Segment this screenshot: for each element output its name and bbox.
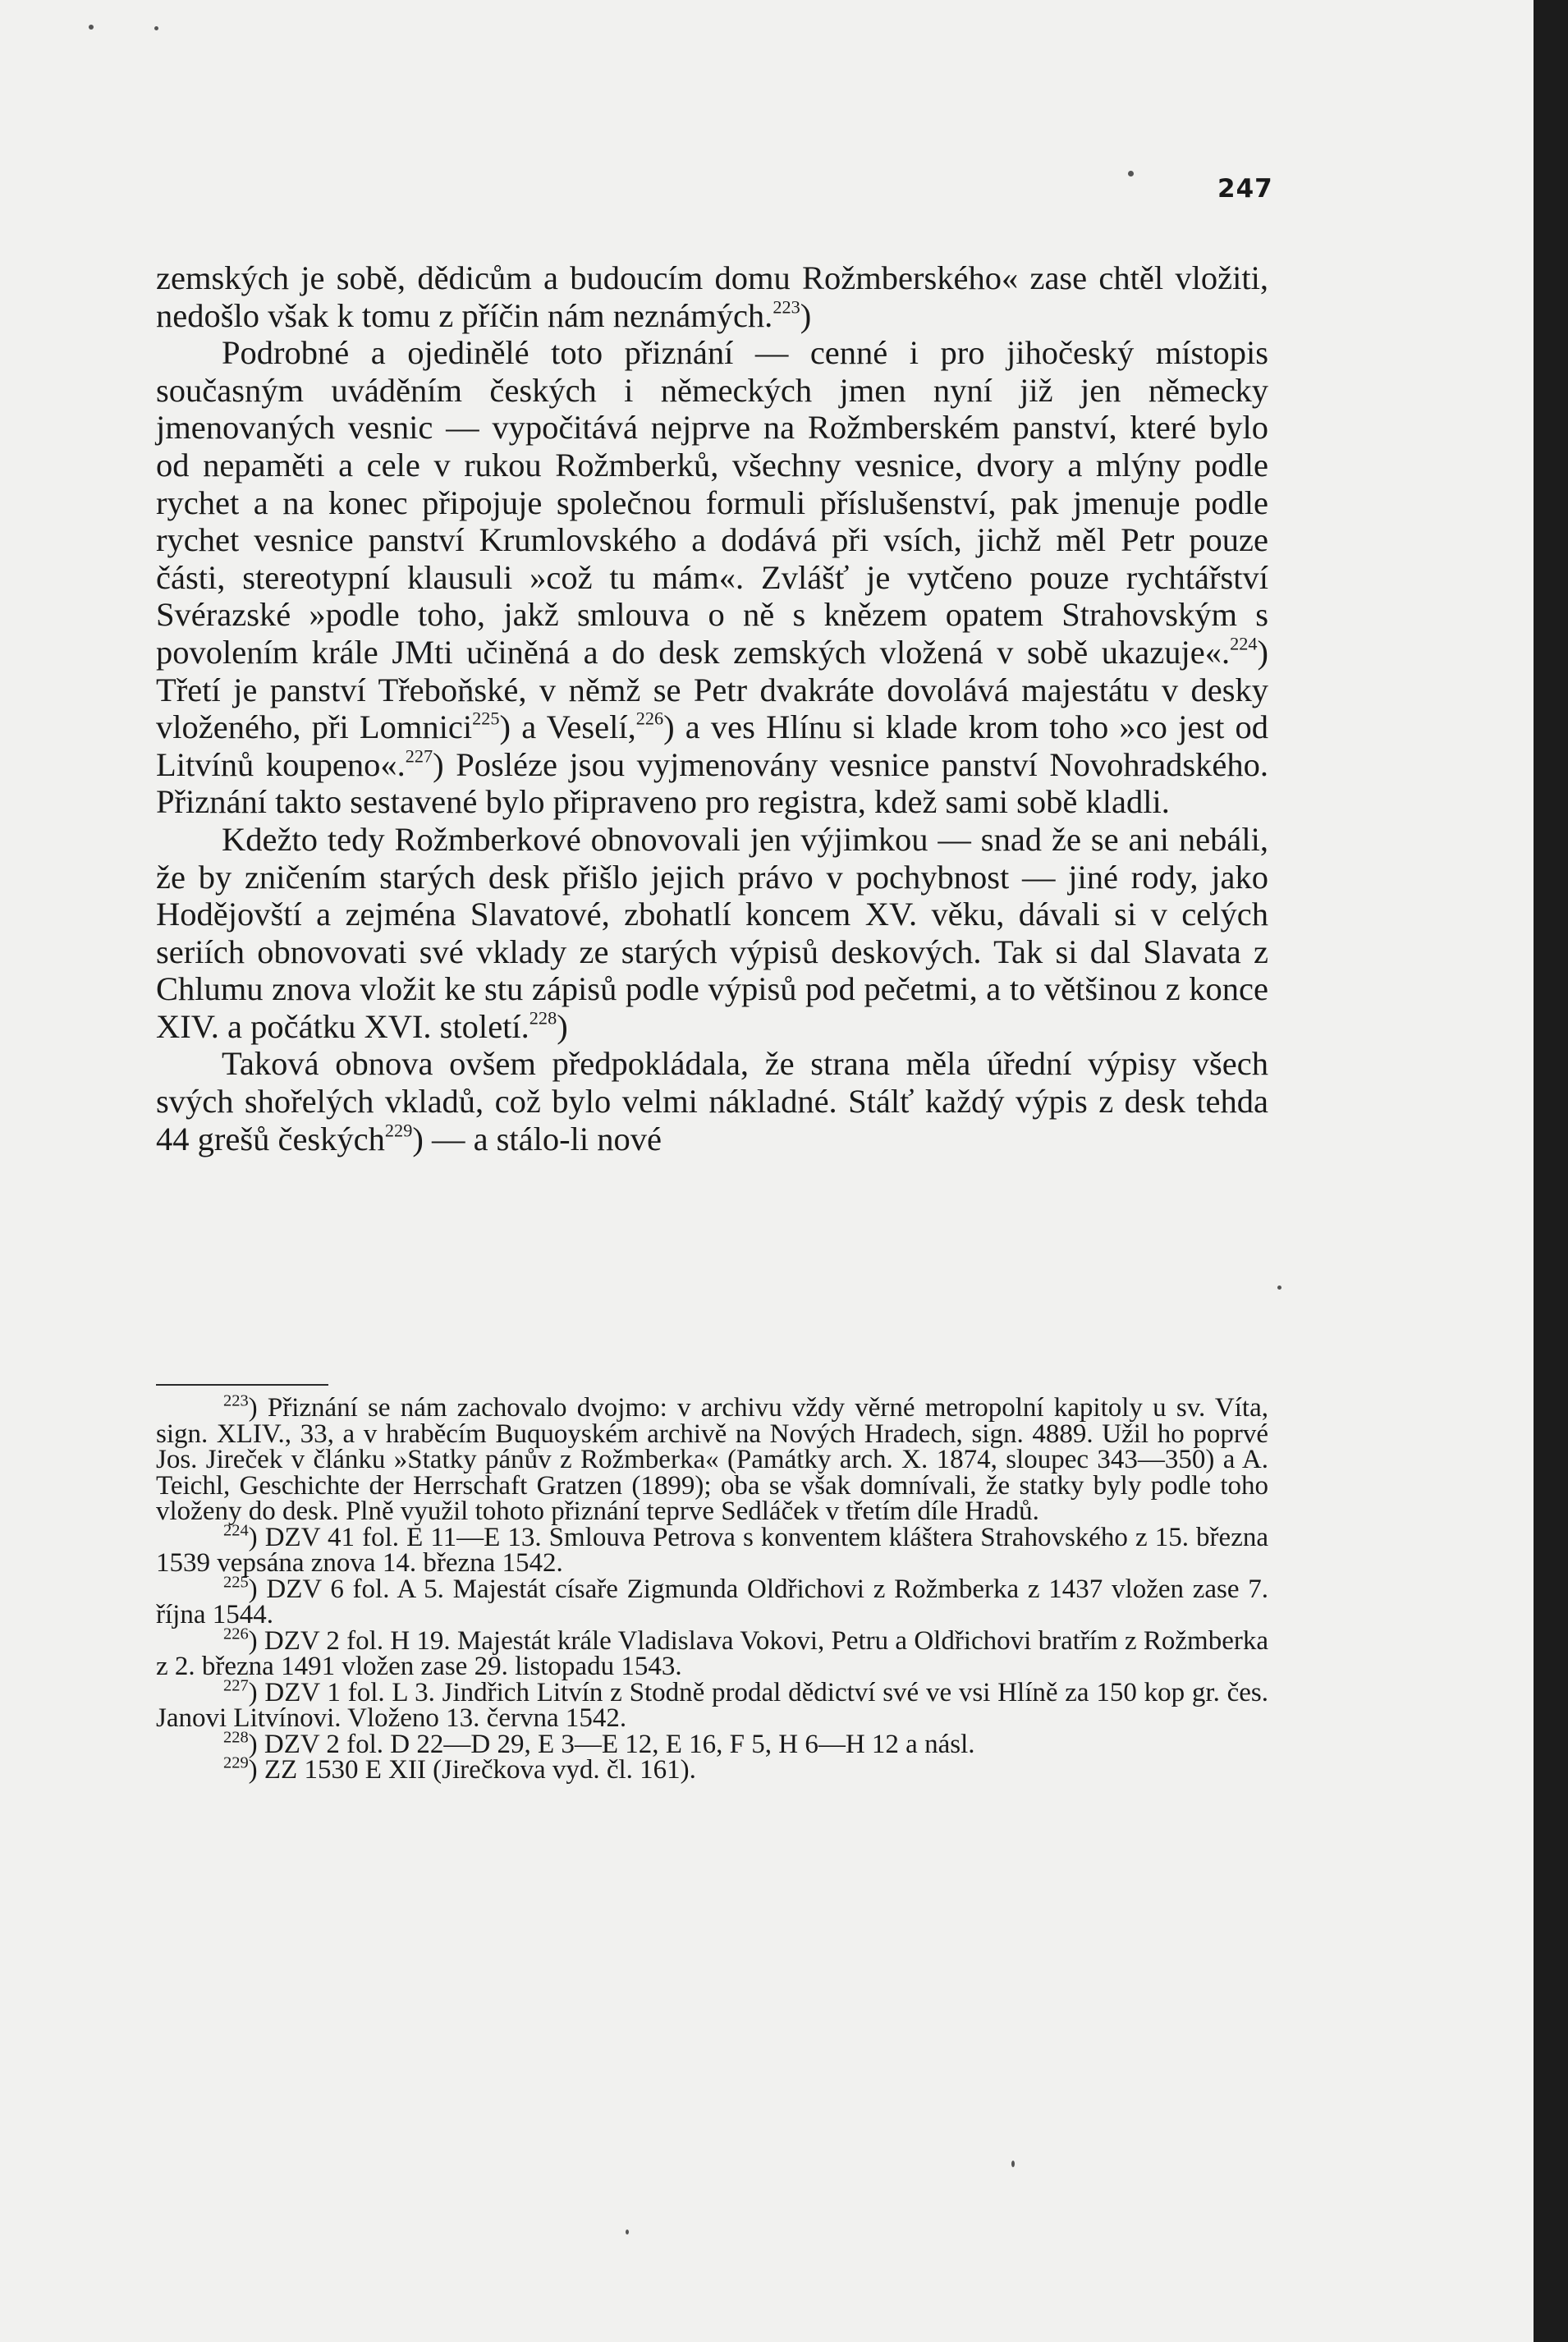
text-segment: Kdežto tedy Rožmberkové obnovovali jen výjimkou — snad že se ani nebáli, že by zničením starých desk přišlo jejich právo v pochybnost — jiné rody, jako Hodějovští a zejména Slavatové, zbohatlí koncem XV. věku, dávali si v celých seriích obnovovati své vklady ze starých výpisů deskových. Tak si dal Slavata z Chlumu znova vložit ke stu zápisů podle výpisů pod pečetmi, a to většinou z konce XIV. a počátku XVI. století. (156, 820, 1268, 1045)
footnote-ref-228[interactable]: 228 (529, 1007, 557, 1029)
text-segment: Taková obnova ovšem předpokládala, že strana měla úřední výpisy všech svých shořelých vkladů, což bylo velmi nákladné. Stálť každý výpis z desk tehda 44 grešů českých (156, 1045, 1268, 1157)
scan-speck (1011, 2161, 1015, 2167)
text-segment: zemských je sobě, dědicům a budoucím domu Rožmberského« zase chtěl vložiti, nedošlo však k tomu z příčin nám neznámých. (156, 259, 1268, 334)
footnote-text: ) DZV 41 fol. E 11—E 13. Smlouva Petrova s konventem kláštera Strahovského z 15. března 1539 vepsána znova 14. března 1542. (156, 1522, 1268, 1578)
footnote-marker: 223 (223, 1391, 249, 1410)
footnote-marker: 228 (223, 1728, 249, 1747)
footnote (156, 1676, 1268, 1733)
footnote-marker: 225 (223, 1573, 249, 1592)
main-text (156, 259, 1268, 1157)
footnote-marker: 226 (223, 1625, 249, 1643)
footnote-text: ) ZZ 1530 E XII (Jirečkova vyd. čl. 161). (248, 1755, 696, 1785)
footnote (156, 1625, 1268, 1681)
text-segment: Podrobné a ojedinělé toto přiznání — cenné i pro jihočeský místopis současným uváděním českých i německých jmen nyní již jen německy jmenovaných vesnic — vypočitává nejprve na Rožmberském panství, které bylo od nepaměti a cele v rukou Rožmberků, všechny vesnice, dvory a mlýny podle rychet a na konec připojuje společnou formuli příslušenství, pak jmenuje podle rychet vesnice panství Krumlovského a dodává při vsích, jichž měl Petr pouze části, stereotypní klausuli »což tu mám«. Zvlášť je vytčeno pouze rychtářství Svérazské »podle toho, jakž smlouva o ně s knězem opatem Strahovským s povolením krále JMti učiněná a do desk zemských vložená v sobě ukazuje«. (156, 334, 1268, 671)
footnote (156, 1573, 1268, 1629)
scan-speck (626, 2230, 629, 2234)
footnote (156, 1753, 1268, 1785)
footnote-text: ) Přiznání se nám zachovalo dvojmo: v archivu vždy věrné metropolní kapitoly u sv. Víta, sign. XLIV., 33, a v hraběcím Buquoyském archivě na Nových Hradech, sign. 4889. Užil ho poprvé Jos. Jireček v článku »Statky pánův z Rožmberka« (Památky arch. X. 1874, sloupec 343—350) a A. Teichl, Geschichte der Herrschaft Gratzen (1899); oba se však domnívali, že statky byly podle toho vloženy do desk. Plně využil tohoto přiznání teprve Sedláček v třetím díle Hradů. (156, 1393, 1268, 1526)
text-segment: ) a Veselí, (499, 708, 636, 746)
footnote-ref-224[interactable]: 224 (1230, 633, 1258, 654)
footnote-marker: 224 (223, 1521, 249, 1540)
footnote (156, 1728, 1268, 1759)
footnote-ref-225[interactable]: 225 (472, 708, 500, 729)
paragraph (156, 334, 1268, 821)
footnote-text: ) DZV 2 fol. D 22—D 29, E 3—E 12, E 16, F 5, H 6—H 12 a násl. (248, 1729, 975, 1759)
paragraph (156, 821, 1268, 1046)
paragraph (156, 259, 1268, 334)
footnote (156, 1521, 1268, 1578)
footnote-text: ) DZV 6 fol. A 5. Majestát císaře Zigmunda Oldřichovi z Rožmberka z 1437 vložen zase 7. října 1544. (156, 1574, 1268, 1629)
text-segment: ) Posléze jsou vyjmenovány vesnice panství Novohradského. Přiznání takto sestavené bylo připraveno pro registra, kdež sami sobě kladli. (156, 745, 1268, 821)
scan-speck (1277, 1286, 1281, 1290)
footnote-marker: 229 (223, 1753, 249, 1772)
footnote-text: ) DZV 2 fol. H 19. Majestát krále Vladislava Vokovi, Petru a Oldřichovi bratřím z Rožmberka z 2. března 1491 vložen zase 29. listopadu 1543. (156, 1625, 1268, 1681)
footnote-ref-226[interactable]: 226 (635, 708, 664, 729)
footnote-ref-229[interactable]: 229 (384, 1119, 413, 1140)
footnote-ref-227[interactable]: 227 (405, 745, 433, 767)
text-segment: ) Třetí je panství Třeboňské, v němž se Petr dvakráte dovolává majestátu v desky vloženého, při Lomnici (156, 633, 1268, 746)
text-segment: ) — a stálo-li nové (412, 1120, 662, 1157)
footnote-divider (156, 1384, 328, 1386)
footnote-text: ) DZV 1 fol. L 3. Jindřich Litvín z Stodně prodal dědictví své ve vsi Hlíně za 150 kop gr. čes. Janovi Litvínovi. Vloženo 13. června 1542. (156, 1677, 1268, 1733)
footnote-marker: 227 (223, 1676, 249, 1695)
footnote-ref-223[interactable]: 223 (773, 296, 800, 317)
text-segment: ) (557, 1007, 568, 1045)
paragraph (156, 1045, 1268, 1157)
text-segment: ) a ves Hlínu si klade krom toho »co jest od Litvínů koupeno«. (156, 708, 1268, 783)
footnotes (156, 1391, 1268, 1785)
footnote (156, 1391, 1268, 1526)
page-number: 247 (1217, 174, 1273, 204)
scan-speck (89, 25, 94, 30)
scan-speck (154, 26, 158, 30)
scan-speck (1128, 171, 1134, 176)
text-segment: ) (800, 296, 812, 334)
